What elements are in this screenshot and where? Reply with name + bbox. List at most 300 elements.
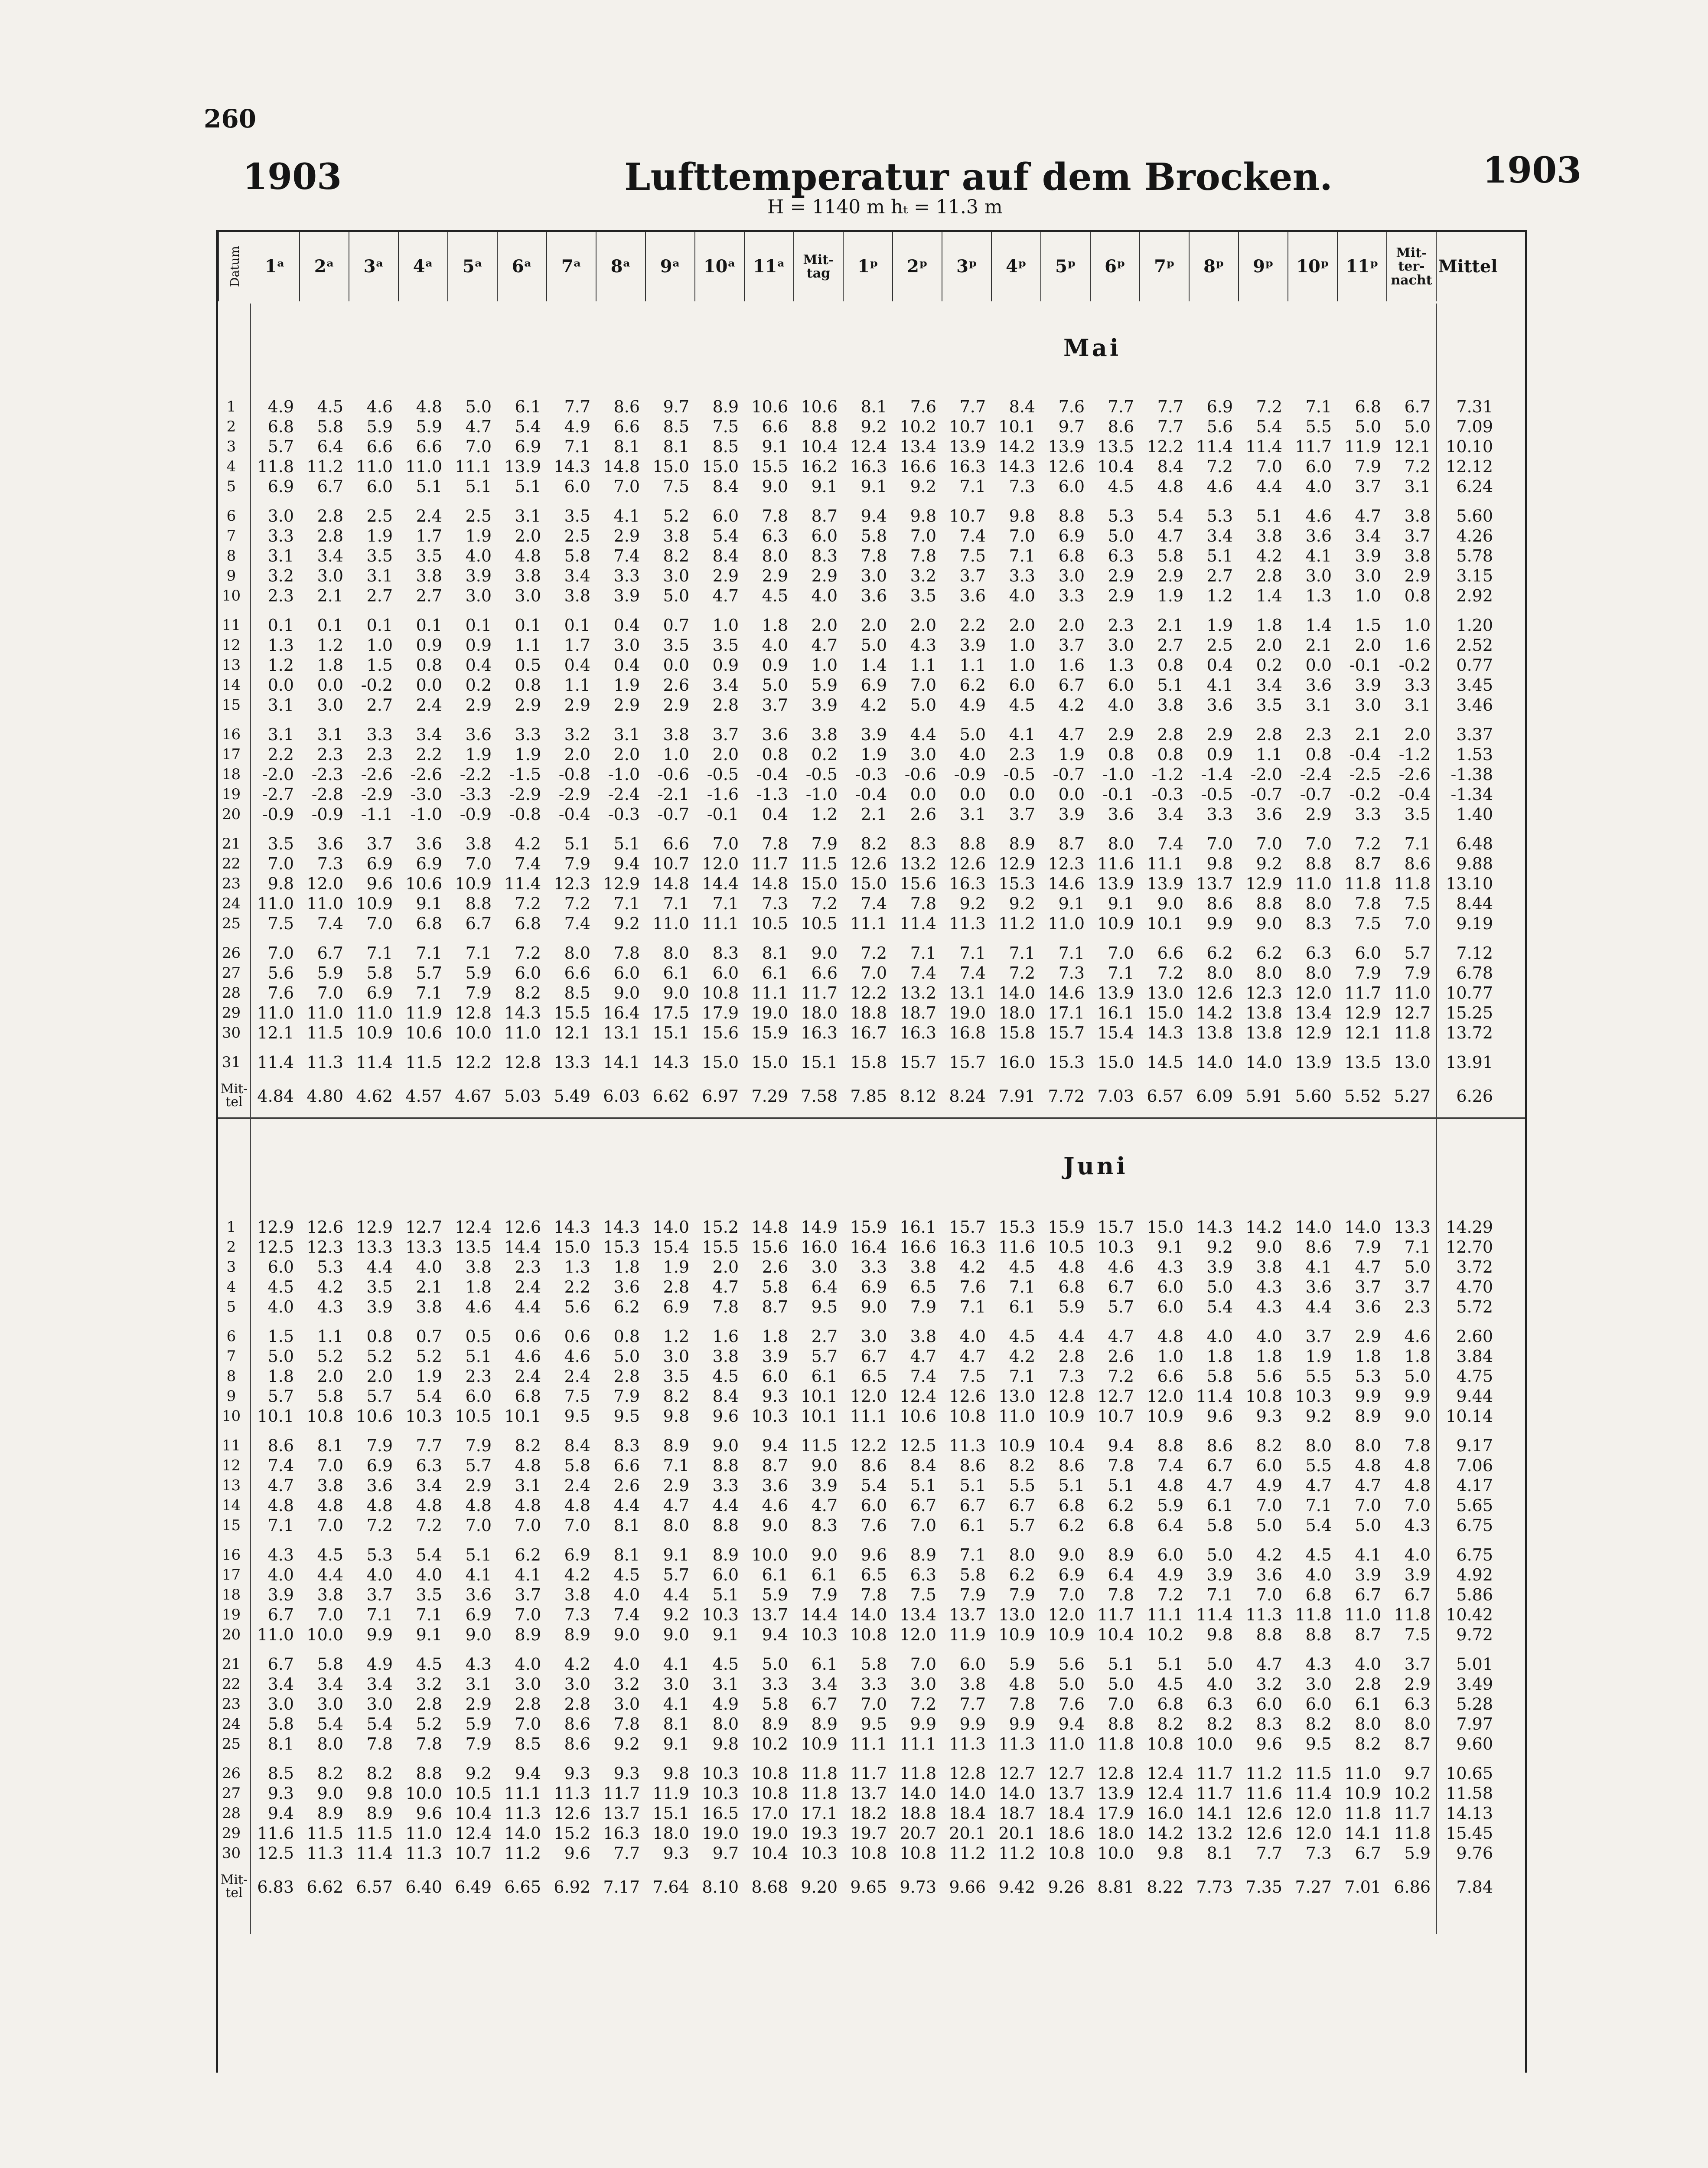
temperature-value: -0.8 xyxy=(509,805,541,824)
temperature-value: 3.4 xyxy=(564,566,590,585)
temperature-value: 8.6 xyxy=(861,1456,887,1475)
temperature-value: 6.8 xyxy=(267,417,294,436)
temperature-value: 12.7 xyxy=(1097,1387,1134,1406)
temperature-value: 2.1 xyxy=(317,586,343,605)
temperature-value: 6.0 xyxy=(712,1565,739,1584)
temperature-value: 8.6 xyxy=(564,1714,590,1734)
table-row xyxy=(218,1436,1499,1456)
column-header-5a: 5ᵃ xyxy=(448,232,498,301)
temperature-value: 7.3 xyxy=(1058,963,1085,983)
table-row xyxy=(218,1257,1499,1277)
column-header-4p: 4ᵖ xyxy=(992,232,1041,301)
temperature-value: 7.2 xyxy=(861,944,887,963)
temperature-value: 6.7 xyxy=(1404,397,1431,416)
temperature-value: 7.1 xyxy=(959,477,986,496)
temperature-value: 14.3 xyxy=(1147,1023,1183,1042)
temperature-value: -0.7 xyxy=(1250,785,1282,804)
temperature-value: 9.1 xyxy=(1058,894,1085,913)
temperature-value: 4.6 xyxy=(366,397,393,416)
temperature-value: -0.1 xyxy=(1349,656,1381,675)
temperature-value: 18.0 xyxy=(998,1003,1035,1022)
temperature-value: 2.9 xyxy=(762,566,788,585)
temperature-value: 9.0 xyxy=(811,1456,838,1475)
temperature-value: 1.9 xyxy=(465,745,492,764)
temperature-value: 5.0 xyxy=(1404,417,1431,436)
temperature-value: 15.7 xyxy=(1097,1218,1134,1237)
temperature-value: 11.1 xyxy=(850,1407,887,1426)
temperature-value: 6.6 xyxy=(366,437,393,456)
temperature-value: 10.0 xyxy=(1196,1734,1233,1753)
temperature-value: 16.5 xyxy=(702,1804,739,1823)
temperature-value: 2.8 xyxy=(1157,725,1183,744)
temperature-value: 7.9 xyxy=(1355,963,1381,983)
temperature-value: 5.0 xyxy=(1404,1367,1431,1386)
column-header-8a: 8ᵃ xyxy=(596,232,646,301)
temperature-value: 18.7 xyxy=(900,1003,936,1022)
temperature-value: 11.0 xyxy=(356,457,393,476)
temperature-value: 8.8 xyxy=(811,417,838,436)
temperature-value: 1.8 xyxy=(1256,1347,1282,1366)
table-row xyxy=(218,764,1499,784)
temperature-value: 2.0 xyxy=(317,1367,343,1386)
temperature-value: 7.2 xyxy=(515,894,541,913)
temperature-value: 5.1 xyxy=(1157,1655,1183,1674)
temperature-value: 3.1 xyxy=(515,506,541,526)
temperature-value: 6.8 xyxy=(1157,1695,1183,1714)
temperature-value: 7.0 xyxy=(564,1516,590,1535)
temperature-value: 10.6 xyxy=(900,1407,936,1426)
temperature-value: 11.3 xyxy=(949,1734,986,1753)
temperature-value: 12.0 xyxy=(1048,1605,1085,1624)
temperature-value: 5.3 xyxy=(317,1257,343,1277)
temperature-value: 6.6 xyxy=(762,417,788,436)
temperature-value: 3.3 xyxy=(712,1476,739,1495)
temperature-value: 7.1 xyxy=(1305,397,1332,416)
temperature-value: 9.8 xyxy=(663,1407,689,1426)
temperature-value: 6.7 xyxy=(317,944,343,963)
temperature-value: 6.0 xyxy=(1157,1545,1183,1564)
temperature-value: 3.9 xyxy=(1404,1565,1431,1584)
temperature-value: 9.1 xyxy=(1157,1237,1183,1257)
temperature-value: -0.4 xyxy=(1349,745,1381,764)
temperature-value: 2.2 xyxy=(416,745,442,764)
temperature-value: 10.8 xyxy=(1245,1387,1282,1406)
temperature-value: 7.0 xyxy=(1108,944,1134,963)
temperature-value: -2.2 xyxy=(460,765,492,784)
column-header-10p: 10ᵖ xyxy=(1288,232,1338,301)
temperature-value: 3.3 xyxy=(613,566,640,585)
temperature-value: 6.7 xyxy=(1009,1496,1035,1515)
temperature-value: 2.8 xyxy=(515,1695,541,1714)
temperature-value: 0.8 xyxy=(366,1327,393,1346)
temperature-value: 18.0 xyxy=(652,1824,689,1843)
temperature-value: 3.3 xyxy=(1404,676,1431,695)
temperature-value: 5.7 xyxy=(267,1387,294,1406)
temperature-value: 5.9 xyxy=(762,1585,788,1604)
day-number: 30 xyxy=(222,1845,241,1862)
temperature-value: 10.9 xyxy=(356,894,393,913)
day-number: 12 xyxy=(222,637,241,654)
temperature-value: 4.5 xyxy=(1305,1545,1332,1564)
temperature-value: -2.0 xyxy=(1250,765,1282,784)
temperature-value: 4.3 xyxy=(465,1655,492,1674)
temperature-value: 13.3 xyxy=(554,1053,590,1072)
temperature-value: 13.9 xyxy=(949,437,986,456)
temperature-value: 9.2 xyxy=(663,1605,689,1624)
temperature-value: 8.6 xyxy=(613,397,640,416)
temperature-value: 6.8 xyxy=(515,1387,541,1406)
temperature-value: 11.4 xyxy=(900,914,936,933)
temperature-value: 15.4 xyxy=(1097,1023,1134,1042)
temperature-value: 9.7 xyxy=(1404,1764,1431,1783)
temperature-value: -0.6 xyxy=(904,765,936,784)
mean-value: 5.52 xyxy=(1344,1087,1381,1106)
temperature-value: 1.9 xyxy=(1058,745,1085,764)
mean-value: 7.91 xyxy=(998,1087,1035,1106)
temperature-value: 2.6 xyxy=(1108,1347,1134,1366)
day-number: 26 xyxy=(222,944,241,962)
temperature-value: 4.8 xyxy=(1355,1456,1381,1475)
temperature-value: 3.8 xyxy=(811,725,838,744)
temperature-value: 18.0 xyxy=(1097,1824,1134,1843)
temperature-value: 1.6 xyxy=(1404,636,1431,655)
temperature-value: 12.9 xyxy=(1245,874,1282,893)
temperature-value: 6.7 xyxy=(1404,1585,1431,1604)
mean-value: 5.49 xyxy=(554,1087,590,1106)
temperature-value: -0.4 xyxy=(1398,785,1431,804)
temperature-value: -0.9 xyxy=(311,805,343,824)
temperature-value: 4.7 xyxy=(712,1277,739,1296)
day-number: 7 xyxy=(226,527,236,545)
temperature-value: 2.3 xyxy=(515,1257,541,1277)
temperature-value: 7.3 xyxy=(762,894,788,913)
temperature-value: 6.2 xyxy=(1058,1516,1085,1535)
temperature-value: 2.9 xyxy=(564,695,590,715)
temperature-value: 14.1 xyxy=(1344,1824,1381,1843)
temperature-value: 7.2 xyxy=(416,1516,442,1535)
table-row xyxy=(218,635,1499,655)
mean-value: 8.24 xyxy=(949,1087,986,1106)
temperature-value: 7.4 xyxy=(1157,834,1183,853)
temperature-value: 9.0 xyxy=(613,983,640,1002)
temperature-value: 7.1 xyxy=(959,944,986,963)
temperature-value: 7.9 xyxy=(1009,1585,1035,1604)
temperature-value: 8.2 xyxy=(663,546,689,565)
temperature-value: 9.4 xyxy=(613,854,640,873)
temperature-value: 2.7 xyxy=(366,695,393,715)
temperature-value: 4.7 xyxy=(1058,725,1085,744)
temperature-value: 7.3 xyxy=(564,1605,590,1624)
temperature-value: 10.3 xyxy=(1097,1237,1134,1257)
temperature-value: 15.1 xyxy=(652,1023,689,1042)
temperature-value: 7.8 xyxy=(762,506,788,526)
temperature-value: 9.2 xyxy=(465,1764,492,1783)
temperature-value: 11.0 xyxy=(257,1003,294,1022)
temperature-value: 0.5 xyxy=(465,1327,492,1346)
temperature-value: 7.1 xyxy=(712,894,739,913)
day-number: 7 xyxy=(226,1348,236,1365)
table-row xyxy=(218,1674,1499,1694)
temperature-value: 11.7 xyxy=(1344,983,1381,1002)
temperature-value: 0.4 xyxy=(465,656,492,675)
temperature-value: 4.5 xyxy=(317,1545,343,1564)
temperature-value: 6.0 xyxy=(1157,1277,1183,1296)
table-row xyxy=(218,397,1499,417)
temperature-value: 4.0 xyxy=(1206,1327,1233,1346)
temperature-value: 11.0 xyxy=(257,894,294,913)
temperature-value: 3.2 xyxy=(267,566,294,585)
temperature-value: 6.3 xyxy=(1108,546,1134,565)
temperature-value: 12.7 xyxy=(1394,1003,1431,1022)
temperature-value: 8.2 xyxy=(366,1764,393,1783)
temperature-value: 3.8 xyxy=(1404,506,1431,526)
temperature-value: 13.4 xyxy=(1295,1003,1332,1022)
temperature-value: 14.3 xyxy=(554,457,590,476)
temperature-value: 10.4 xyxy=(1097,457,1134,476)
temperature-value: 13.1 xyxy=(603,1023,640,1042)
temperature-value: 9.72 xyxy=(1456,1625,1493,1644)
temperature-value: 9.3 xyxy=(613,1764,640,1783)
table-row xyxy=(218,1023,1499,1043)
temperature-value: 7.2 xyxy=(1157,963,1183,983)
temperature-value: 7.7 xyxy=(959,397,986,416)
temperature-value: 8.1 xyxy=(317,1436,343,1455)
temperature-value: 14.8 xyxy=(751,874,788,893)
temperature-value: 1.8 xyxy=(762,1327,788,1346)
temperature-value: 6.9 xyxy=(861,676,887,695)
temperature-value: 8.4 xyxy=(1157,457,1183,476)
temperature-value: -0.7 xyxy=(657,805,689,824)
temperature-value: 3.7 xyxy=(366,1585,393,1604)
temperature-value: 9.1 xyxy=(811,477,838,496)
temperature-value: 13.9 xyxy=(1295,1053,1332,1072)
temperature-value: 3.1 xyxy=(712,1675,739,1694)
temperature-value: 2.7 xyxy=(811,1327,838,1346)
temperature-value: 1.8 xyxy=(317,656,343,675)
temperature-value: 10.1 xyxy=(801,1387,838,1406)
temperature-value: 4.8 xyxy=(515,1496,541,1515)
temperature-value: 18.6 xyxy=(1048,1824,1085,1843)
mean-value: 4.84 xyxy=(257,1087,294,1106)
temperature-value: 8.7 xyxy=(762,1297,788,1316)
temperature-value: 2.9 xyxy=(613,695,640,715)
temperature-value: 12.5 xyxy=(900,1436,936,1455)
temperature-value: 7.4 xyxy=(564,914,590,933)
temperature-value: 4.1 xyxy=(1305,546,1332,565)
day-number: 14 xyxy=(222,676,241,694)
temperature-value: 4.3 xyxy=(1256,1277,1282,1296)
temperature-value: 14.2 xyxy=(998,437,1035,456)
temperature-value: 6.9 xyxy=(267,477,294,496)
day-number: 16 xyxy=(222,726,241,743)
temperature-value: 13.0 xyxy=(1394,1053,1431,1072)
temperature-value: 11.3 xyxy=(405,1844,442,1863)
temperature-value: 2.5 xyxy=(564,526,590,545)
temperature-value: 1.9 xyxy=(613,676,640,695)
temperature-value: 3.0 xyxy=(663,566,689,585)
mean-value: 4.67 xyxy=(455,1087,492,1106)
temperature-value: 14.3 xyxy=(652,1053,689,1072)
temperature-value: 6.8 xyxy=(1108,1516,1134,1535)
temperature-value: 7.0 xyxy=(1256,834,1282,853)
temperature-value: 1.9 xyxy=(861,745,887,764)
temperature-value: 7.5 xyxy=(959,546,986,565)
temperature-value: 4.2 xyxy=(515,834,541,853)
temperature-value: 14.0 xyxy=(949,1784,986,1803)
temperature-value: 10.8 xyxy=(702,983,739,1002)
temperature-value: 8.9 xyxy=(663,1436,689,1455)
temperature-value: 3.8 xyxy=(317,1585,343,1604)
temperature-value: 4.8 xyxy=(1157,477,1183,496)
temperature-value: 7.4 xyxy=(267,1456,294,1475)
temperature-value: 2.0 xyxy=(1009,616,1035,635)
temperature-value: 7.1 xyxy=(910,944,936,963)
temperature-value: 10.42 xyxy=(1446,1605,1493,1624)
temperature-value: 13.9 xyxy=(1097,874,1134,893)
temperature-value: 15.1 xyxy=(801,1053,838,1072)
temperature-value: 5.3 xyxy=(1355,1367,1381,1386)
temperature-value: 0.8 xyxy=(1305,745,1332,764)
temperature-value: 19.3 xyxy=(801,1824,838,1843)
temperature-value: 7.1 xyxy=(959,1545,986,1564)
day-number: 19 xyxy=(222,1606,241,1623)
temperature-value: 9.0 xyxy=(861,1297,887,1316)
temperature-value: -0.1 xyxy=(707,805,739,824)
temperature-value: 5.0 xyxy=(1355,417,1381,436)
temperature-value: 11.4 xyxy=(257,1053,294,1072)
temperature-value: 11.5 xyxy=(1295,1764,1332,1783)
table-row xyxy=(218,963,1499,983)
temperature-value: 2.0 xyxy=(1256,636,1282,655)
temperature-value: 6.7 xyxy=(1058,676,1085,695)
temperature-value: 7.0 xyxy=(861,963,887,983)
temperature-value: 10.5 xyxy=(455,1407,492,1426)
temperature-value: 14.9 xyxy=(801,1218,838,1237)
temperature-value: 11.7 xyxy=(1295,437,1332,456)
temperature-value: 7.0 xyxy=(366,914,393,933)
mean-value: 9.73 xyxy=(900,1877,936,1897)
temperature-value: 15.0 xyxy=(702,457,739,476)
temperature-value: 5.8 xyxy=(564,1456,590,1475)
page-title: Lufttemperatur auf dem Brocken. xyxy=(624,155,1333,199)
temperature-value: 9.0 xyxy=(811,1545,838,1564)
temperature-value: 6.9 xyxy=(515,437,541,456)
temperature-value: 7.1 xyxy=(1009,1367,1035,1386)
temperature-value: 20.1 xyxy=(949,1824,986,1843)
temperature-value: 6.9 xyxy=(465,1605,492,1624)
temperature-value: 7.8 xyxy=(416,1734,442,1753)
temperature-value: 4.5 xyxy=(712,1655,739,1674)
temperature-value: 11.2 xyxy=(306,457,343,476)
temperature-value: -3.3 xyxy=(460,785,492,804)
temperature-value: 11.3 xyxy=(306,1844,343,1863)
temperature-value: 1.8 xyxy=(1404,1347,1431,1366)
temperature-value: 13.2 xyxy=(900,854,936,873)
temperature-value: 3.2 xyxy=(416,1675,442,1694)
table-row xyxy=(218,477,1499,496)
temperature-value: 9.7 xyxy=(663,397,689,416)
temperature-value: 16.3 xyxy=(850,457,887,476)
temperature-value: 3.0 xyxy=(465,586,492,605)
day-number: 29 xyxy=(222,1004,241,1022)
temperature-value: 11.5 xyxy=(356,1824,393,1843)
temperature-value: 7.2 xyxy=(1009,963,1035,983)
temperature-value: 7.1 xyxy=(1305,1496,1332,1515)
temperature-value: 8.9 xyxy=(317,1804,343,1823)
column-header-1p: 1ᵖ xyxy=(844,232,893,301)
temperature-value: 17.9 xyxy=(702,1003,739,1022)
temperature-value: 11.7 xyxy=(603,1784,640,1803)
day-number: 3 xyxy=(226,438,236,455)
temperature-value: 11.9 xyxy=(652,1784,689,1803)
temperature-value: 7.9 xyxy=(1355,457,1381,476)
temperature-value: 9.8 xyxy=(910,506,936,526)
temperature-value: 0.2 xyxy=(811,745,838,764)
temperature-value: 8.4 xyxy=(712,1387,739,1406)
temperature-value: -2.5 xyxy=(1349,765,1381,784)
temperature-value: 3.9 xyxy=(613,586,640,605)
temperature-value: 3.8 xyxy=(712,1347,739,1366)
temperature-value: 4.0 xyxy=(1404,1545,1431,1564)
temperature-value: 0.8 xyxy=(1404,586,1431,605)
temperature-value: 10.4 xyxy=(1048,1436,1085,1455)
temperature-value: 11.1 xyxy=(900,1734,936,1753)
temperature-value: 3.0 xyxy=(564,1675,590,1694)
temperature-value: 18.7 xyxy=(998,1804,1035,1823)
day-number: 11 xyxy=(222,1437,241,1454)
temperature-value: 6.8 xyxy=(1305,1585,1332,1604)
temperature-value: 7.9 xyxy=(959,1585,986,1604)
temperature-value: 9.44 xyxy=(1456,1387,1493,1406)
temperature-value: 4.8 xyxy=(564,1496,590,1515)
temperature-value: 7.0 xyxy=(910,526,936,545)
temperature-value: 12.8 xyxy=(455,1003,492,1022)
temperature-value: 2.60 xyxy=(1456,1327,1493,1346)
temperature-value: 3.0 xyxy=(515,586,541,605)
temperature-value: 15.0 xyxy=(1147,1003,1183,1022)
temperature-value: 10.8 xyxy=(751,1784,788,1803)
temperature-value: 10.7 xyxy=(949,417,986,436)
temperature-value: 9.8 xyxy=(712,1734,739,1753)
temperature-value: 2.6 xyxy=(663,676,689,695)
temperature-value: 11.8 xyxy=(1394,874,1431,893)
temperature-value: 17.9 xyxy=(1097,1804,1134,1823)
table-row xyxy=(218,894,1499,914)
temperature-value: 4.0 xyxy=(1256,1327,1282,1346)
temperature-value: 12.1 xyxy=(554,1023,590,1042)
temperature-value: 9.6 xyxy=(861,1545,887,1564)
temperature-value: 8.2 xyxy=(1009,1456,1035,1475)
temperature-value: 3.6 xyxy=(959,586,986,605)
temperature-value: 6.1 xyxy=(1206,1496,1233,1515)
temperature-value: 3.46 xyxy=(1456,695,1493,715)
temperature-value: 4.5 xyxy=(613,1565,640,1584)
temperature-value: 5.1 xyxy=(1058,1476,1085,1495)
temperature-value: 5.28 xyxy=(1456,1695,1493,1714)
temperature-value: 8.2 xyxy=(1355,1734,1381,1753)
temperature-value: 12.8 xyxy=(504,1053,541,1072)
temperature-value: 8.9 xyxy=(1108,1545,1134,1564)
temperature-value: 4.0 xyxy=(416,1257,442,1277)
temperature-value: 5.8 xyxy=(564,546,590,565)
temperature-value: 15.0 xyxy=(652,457,689,476)
temperature-value: -2.6 xyxy=(361,765,393,784)
temperature-value: 12.6 xyxy=(306,1218,343,1237)
temperature-value: 16.3 xyxy=(949,457,986,476)
temperature-value: 7.8 xyxy=(1108,1585,1134,1604)
temperature-value: 2.5 xyxy=(366,506,393,526)
temperature-value: 7.8 xyxy=(1404,1436,1431,1455)
